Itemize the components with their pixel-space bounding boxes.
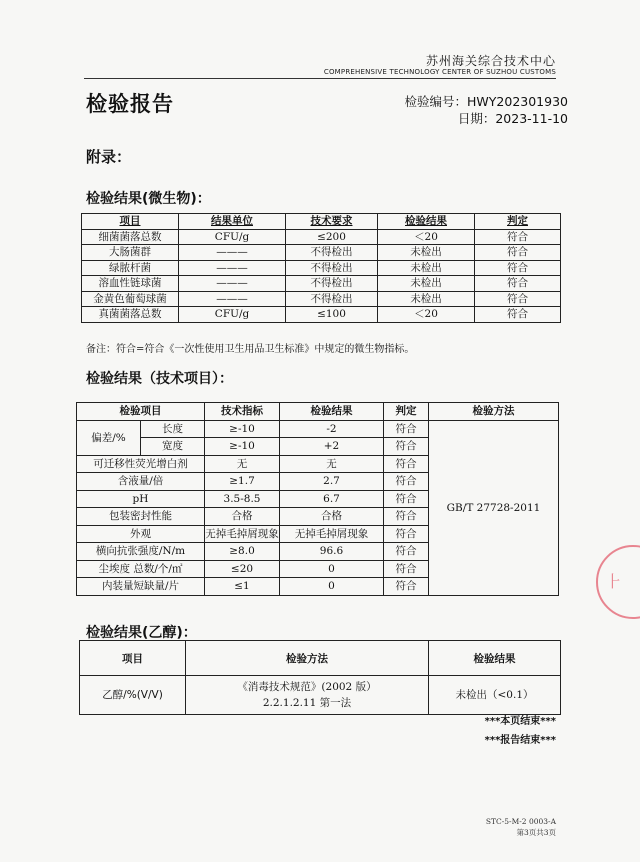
table-cell: 长度 xyxy=(141,420,205,438)
table-cell: ＜20 xyxy=(378,229,475,245)
ethanol-method xyxy=(186,676,429,715)
ethanol-header-row xyxy=(80,641,561,676)
table-cell: 符合 xyxy=(384,473,429,491)
column-header: 检验结果 xyxy=(429,641,561,676)
table-cell: 符合 xyxy=(475,245,561,261)
table-cell: 未检出 xyxy=(378,260,475,276)
column-header: 检验方法 xyxy=(429,403,559,421)
table-cell: 符合 xyxy=(384,525,429,543)
table-row xyxy=(82,260,561,276)
table-cell: 符合 xyxy=(475,276,561,292)
table-cell: 6.7 xyxy=(280,490,384,508)
table-cell: 不得检出 xyxy=(286,260,378,276)
table-cell: 0 xyxy=(280,560,384,578)
column-header: 判定 xyxy=(384,403,429,421)
table-cell: 可迁移性荧光增白剂 xyxy=(77,455,205,473)
table-cell: ≥-10 xyxy=(205,420,280,438)
column-header: 检验结果 xyxy=(280,403,384,421)
table-cell: 内装量短缺量/片 xyxy=(77,578,205,596)
table-cell: 符合 xyxy=(384,543,429,561)
table-cell: 0 xyxy=(280,578,384,596)
table-cell: 无 xyxy=(280,455,384,473)
group-label: 偏差/% xyxy=(77,420,141,455)
table-cell: 未检出 xyxy=(378,291,475,307)
table-cell: +2 xyxy=(280,438,384,456)
end-report-mark: ***报告结束*** xyxy=(484,735,556,746)
table-cell: ≥-10 xyxy=(205,438,280,456)
table-cell: 符合 xyxy=(384,508,429,526)
micro-header-row xyxy=(82,214,561,230)
table-cell: ＜20 xyxy=(378,307,475,323)
table-cell: 符合 xyxy=(475,229,561,245)
table-row xyxy=(82,229,561,245)
table-row xyxy=(82,245,561,261)
table-cell: 符合 xyxy=(384,438,429,456)
ethanol-heading: 检验结果(乙醇)： xyxy=(86,625,197,641)
table-cell: ≤200 xyxy=(286,229,378,245)
table-cell: 符合 xyxy=(475,307,561,323)
table-cell: 符合 xyxy=(384,420,429,438)
table-cell: 未检出 xyxy=(378,276,475,292)
tech-header-row xyxy=(77,403,559,421)
table-cell: 2.7 xyxy=(280,473,384,491)
header-rule xyxy=(84,78,556,79)
table-cell: 合格 xyxy=(280,508,384,526)
table-cell: ——— xyxy=(179,276,286,292)
ethanol-result: 未检出（<0.1） xyxy=(429,676,561,715)
table-row xyxy=(77,420,559,438)
table-cell: 大肠菌群 xyxy=(82,245,179,261)
column-header: 检验结果 xyxy=(378,214,475,230)
table-row xyxy=(82,291,561,307)
table-cell: 符合 xyxy=(384,560,429,578)
table-cell: 无掉毛掉屑现象 xyxy=(280,525,384,543)
table-cell: 真菌菌落总数 xyxy=(82,307,179,323)
table-cell: ≤1 xyxy=(205,578,280,596)
micro-table xyxy=(81,213,561,323)
table-cell: ≤20 xyxy=(205,560,280,578)
ethanol-table xyxy=(79,640,561,715)
table-cell: 符合 xyxy=(384,490,429,508)
column-header: 检验项目 xyxy=(77,403,205,421)
table-row xyxy=(80,676,561,715)
table-cell: ≥1.7 xyxy=(205,473,280,491)
table-cell: 符合 xyxy=(384,578,429,596)
report-number: 检验编号：HWY202301930 xyxy=(404,94,568,109)
table-cell: 符合 xyxy=(475,291,561,307)
table-cell: 宽度 xyxy=(141,438,205,456)
report-date: 日期：2023-11-10 xyxy=(457,111,568,126)
column-header: 技术指标 xyxy=(205,403,280,421)
end-page-mark: ***本页结束*** xyxy=(484,716,556,727)
table-cell: 绿脓杆菌 xyxy=(82,260,179,276)
seal-char: ⺊ xyxy=(606,572,623,591)
table-cell: 包装密封性能 xyxy=(77,508,205,526)
table-cell: 不得检出 xyxy=(286,245,378,261)
column-header: 技术要求 xyxy=(286,214,378,230)
table-cell: 不得检出 xyxy=(286,291,378,307)
table-cell: 未检出 xyxy=(378,245,475,261)
table-cell: 合格 xyxy=(205,508,280,526)
table-cell: 细菌菌落总数 xyxy=(82,229,179,245)
table-cell: 无掉毛掉屑现象 xyxy=(205,525,280,543)
table-row xyxy=(82,276,561,292)
table-cell: 外观 xyxy=(77,525,205,543)
ethanol-method-line2: 2.2.1.2.11 第一法 xyxy=(262,697,352,709)
table-cell: 不得检出 xyxy=(286,276,378,292)
ethanol-method-line1: 《消毒技术规范》(2002 版） xyxy=(237,681,377,693)
micro-note: 备注：符合=符合《一次性使用卫生用品卫生标准》中规定的微生物指标。 xyxy=(86,344,415,355)
table-cell: 96.6 xyxy=(280,543,384,561)
org-name-cn: 苏州海关综合技术中心 xyxy=(425,54,556,68)
table-cell: 符合 xyxy=(384,455,429,473)
column-header: 项目 xyxy=(80,641,186,676)
table-cell: 溶血性链球菌 xyxy=(82,276,179,292)
official-seal xyxy=(596,545,640,619)
footer-page: 第3页共3页 xyxy=(516,828,556,837)
table-cell: ——— xyxy=(179,291,286,307)
table-cell: ≤100 xyxy=(286,307,378,323)
table-cell: pH xyxy=(77,490,205,508)
table-cell: 含液量/倍 xyxy=(77,473,205,491)
table-cell: 横向抗张强度/N/m xyxy=(77,543,205,561)
ethanol-item: 乙醇/%(V/V) xyxy=(80,676,186,715)
table-cell: 3.5-8.5 xyxy=(205,490,280,508)
table-cell: 无 xyxy=(205,455,280,473)
table-cell: 金黄色葡萄球菌 xyxy=(82,291,179,307)
page-title: 检验报告 xyxy=(86,92,174,116)
table-row xyxy=(82,307,561,323)
tech-table xyxy=(76,402,559,596)
table-cell: ——— xyxy=(179,245,286,261)
column-header: 结果单位 xyxy=(179,214,286,230)
footer-code: STC-5-M-2 0003-A xyxy=(485,817,556,826)
table-cell: -2 xyxy=(280,420,384,438)
table-cell: CFU/g xyxy=(179,229,286,245)
column-header: 项目 xyxy=(82,214,179,230)
method-cell: GB/T 27728-2011 xyxy=(429,420,559,595)
table-cell: CFU/g xyxy=(179,307,286,323)
table-cell: ——— xyxy=(179,260,286,276)
table-cell: ≥8.0 xyxy=(205,543,280,561)
column-header: 判定 xyxy=(475,214,561,230)
appendix-heading: 附录： xyxy=(86,148,132,166)
table-cell: 符合 xyxy=(475,260,561,276)
tech-heading: 检验结果（技术项目）： xyxy=(86,371,233,387)
column-header: 检验方法 xyxy=(186,641,429,676)
org-name-en: COMPREHENSIVE TECHNOLOGY CENTER OF SUZHOU CUSTOMS xyxy=(323,68,556,76)
table-cell: 尘埃度 总数/个/㎡ xyxy=(77,560,205,578)
micro-heading: 检验结果(微生物)： xyxy=(86,191,211,207)
